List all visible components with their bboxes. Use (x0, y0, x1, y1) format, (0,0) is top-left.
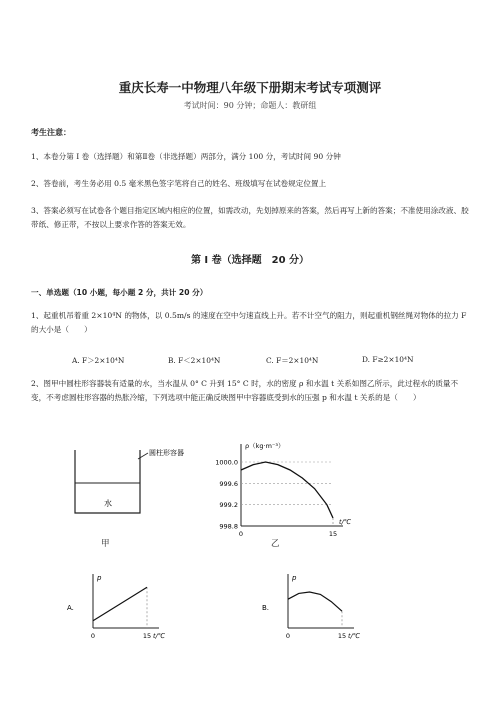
exam-info: 考试时间：90 分钟；命题人：教研组 (183, 101, 317, 110)
q1-option-b: B. F＜2×10⁴N (168, 356, 221, 365)
y-axis-label: p (97, 574, 102, 582)
x-axis-label: t/℃ (153, 632, 166, 640)
option-label: A. (67, 604, 74, 612)
x-tick-label: 0 (285, 632, 291, 640)
q1-option-c: C. F＝2×10⁴N (266, 356, 319, 365)
x-axis-label: t/℃ (339, 518, 352, 526)
q1-option-d: D. F≥2×10⁴N (362, 355, 414, 364)
y-tick-label: 1000.0 (215, 458, 238, 467)
x-axis-label: t/℃ (348, 632, 361, 640)
density-curve (241, 462, 333, 518)
y-tick-label: 998.8 (219, 522, 238, 531)
density-chart (205, 440, 355, 544)
option-b-chart (260, 572, 365, 642)
x-tick-label: 15 (328, 530, 338, 538)
q1-option-a: A. F＞2×10⁴N (72, 356, 125, 365)
section-title: 第 I 卷（选择题 20 分） (190, 255, 310, 266)
part-title: 一、单选题（10 小题，每小题 2 分，共计 20 分） (31, 288, 208, 297)
fig-jia-caption: 甲 (101, 539, 110, 549)
notice-heading: 考生注意： (31, 128, 71, 137)
notice-item-2: 2、答卷前，考生务必用 0.5 毫米黑色签字笔将自己的姓名、班级填写在试卷规定位置上 (31, 179, 327, 188)
notice-item-1: 1、本卷分第 I 卷（选择题）和第Ⅱ卷（非选择题）两部分，满分 100 分，考试时间 90 分钟 (31, 152, 341, 161)
x-tick-label: 15 (142, 632, 152, 640)
option-label: B. (262, 604, 270, 612)
question-2-text: 2、图甲中圆柱形容器装有适量的水，当水温从 0° C 升到 15° C 时，水的密度 ρ 和水温 t 关系如图乙所示，此过程水的质量不变，不考虑圆柱形容器的热胀冷缩，下列选项中能正确反映图甲中容器底受到水的压强 p 和水温 t 关系的是（ ） (31, 379, 459, 402)
option-a-chart (65, 572, 170, 642)
y-tick-label: 999.2 (219, 501, 238, 510)
page-title: 重庆长寿一中物理八年级下册期末考试专项测评 (118, 80, 382, 95)
water-label: 水 (104, 499, 112, 508)
x-tick-label: 0 (238, 530, 244, 538)
fig-yi-caption: 乙 (271, 539, 280, 549)
x-tick-label: 0 (90, 632, 96, 640)
pressure-curve (288, 592, 342, 611)
container-label: 圆柱形容器 (149, 449, 184, 457)
pressure-curve (93, 587, 147, 621)
y-axis-label: p (292, 574, 297, 582)
notice-item-3: 3、答案必须写在试卷各个题目指定区域内相应的位置，如需改动，先划掉原来的答案，然后再写上新的答案；不准使用涂改液、胶带纸、修正带，不按以上要求作答的答案无效。 (31, 206, 469, 229)
y-tick-label: 999.6 (219, 479, 238, 488)
question-1-text: 1、起重机吊着重 2×10⁴N 的物体，以 0.5m/s 的速度在空中匀速直线上升。若不计空气的阻力，则起重机钢丝绳对物体的拉力 F 的大小是（ ） (31, 311, 467, 334)
container-figure (60, 445, 184, 525)
y-axis-label: ρ（kg·m⁻³） (245, 442, 285, 450)
x-tick-label: 15 (337, 632, 347, 640)
